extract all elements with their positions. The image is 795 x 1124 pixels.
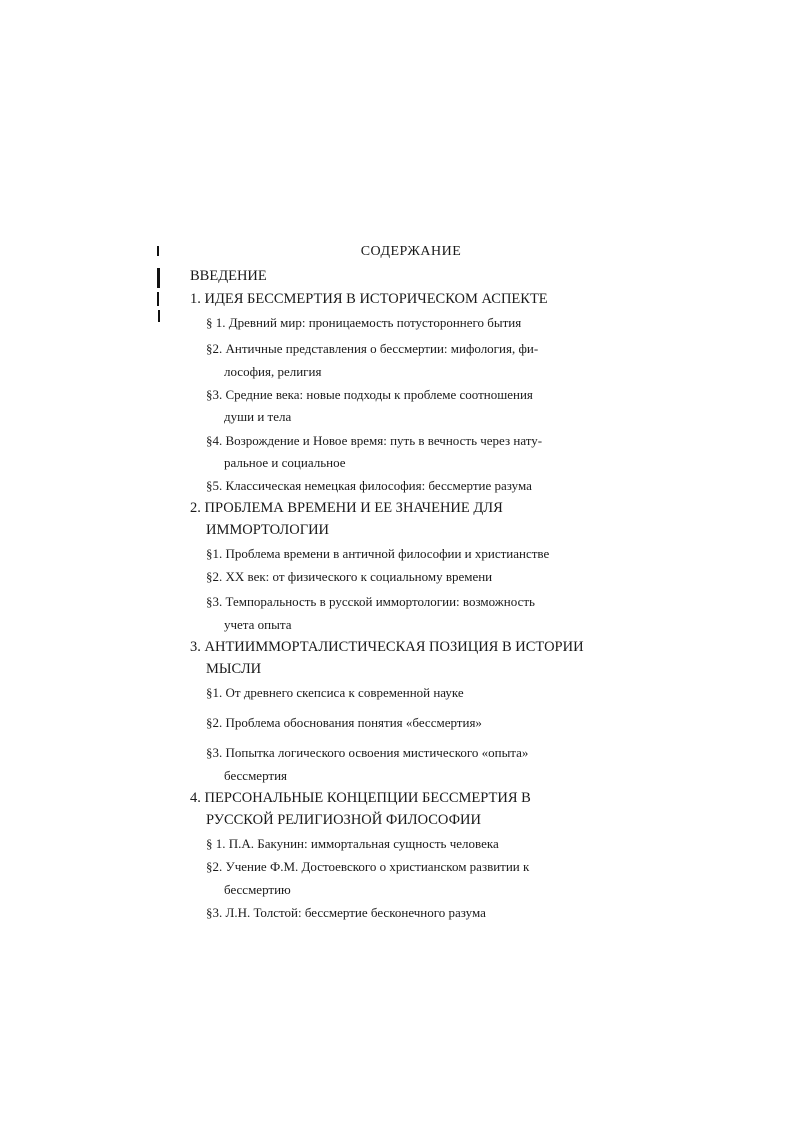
toc-ch1-section-2-line-1: §2. Античные представления о бессмертии: мифология, фи- <box>206 341 539 356</box>
scan-artifact <box>158 310 160 322</box>
scan-artifact <box>157 246 159 256</box>
toc-ch4-section-2-line-2: бессмертию <box>224 882 291 897</box>
toc-chapter-2-title-line-2: ИММОРТОЛОГИИ <box>206 522 330 538</box>
toc-intro-label: ВВЕДЕНИЕ <box>190 268 267 284</box>
toc-chapter-2-title-line-1: 2. ПРОБЛЕМА ВРЕМЕНИ И ЕЕ ЗНАЧЕНИЕ ДЛЯ <box>190 500 503 516</box>
toc-ch2-section-3-line-2: учета опыта <box>224 617 292 632</box>
toc-ch4-section-2-line-1: §2. Учение Ф.М. Достоевского о христианском развитии к <box>206 859 530 874</box>
scan-artifact <box>157 268 160 288</box>
toc-ch3-section-3-line-2: бессмертия <box>224 768 288 783</box>
toc-ch1-section-4-line-2: ральное и социальное <box>224 455 346 470</box>
page-title: СОДЕРЖАНИЕ <box>360 244 462 259</box>
toc-chapter-4-title-line-2: РУССКОЙ РЕЛИГИОЗНОЙ ФИЛОСОФИИ <box>206 812 481 828</box>
toc-chapter-1-title: 1. ИДЕЯ БЕССМЕРТИЯ В ИСТОРИЧЕСКОМ АСПЕКТЕ <box>190 291 548 307</box>
toc-ch1-section-2-line-2: лософия, религия <box>224 364 322 379</box>
toc-ch1-section-5: §5. Классическая немецкая философия: бессмертие разума <box>206 478 532 493</box>
toc-ch1-section-3-line-2: души и тела <box>224 409 292 424</box>
toc-ch3-section-3-line-1: §3. Попытка логического освоения мистического «опыта» <box>206 745 529 760</box>
toc-chapter-4-title-line-1: 4. ПЕРСОНАЛЬНЫЕ КОНЦЕПЦИИ БЕССМЕРТИЯ В <box>190 790 531 806</box>
toc-ch3-section-1: §1. От древнего скепсиса к современной науке <box>206 685 464 700</box>
toc-ch2-section-3-line-1: §3. Темпоральность в русской иммортологии: возможность <box>206 594 535 609</box>
toc-ch4-section-3: §3. Л.Н. Толстой: бессмертие бесконечного разума <box>206 905 486 920</box>
toc-ch3-section-2: §2. Проблема обоснования понятия «бессмертия» <box>206 715 482 730</box>
toc-chapter-3-title-line-1: 3. АНТИИММОРТАЛИСТИЧЕСКАЯ ПОЗИЦИЯ В ИСТОРИИ <box>190 639 584 655</box>
toc-ch1-section-3-line-1: §3. Средние века: новые подходы к проблеме соотношения <box>206 387 533 402</box>
scan-artifact <box>157 292 159 306</box>
toc-chapter-3-title-line-2: МЫСЛИ <box>206 661 262 677</box>
toc-ch1-section-4-line-1: §4. Возрождение и Новое время: путь в вечность через нату- <box>206 433 543 448</box>
toc-ch1-section-1: § 1. Древний мир: проницаемость потустороннего бытия <box>206 315 522 330</box>
toc-ch2-section-2: §2. XX век: от физического к социальному времени <box>206 569 493 584</box>
toc-ch2-section-1: §1. Проблема времени в античной философии и христианстве <box>206 546 550 561</box>
toc-ch4-section-1: § 1. П.А. Бакунин: иммортальная сущность человека <box>206 836 499 851</box>
